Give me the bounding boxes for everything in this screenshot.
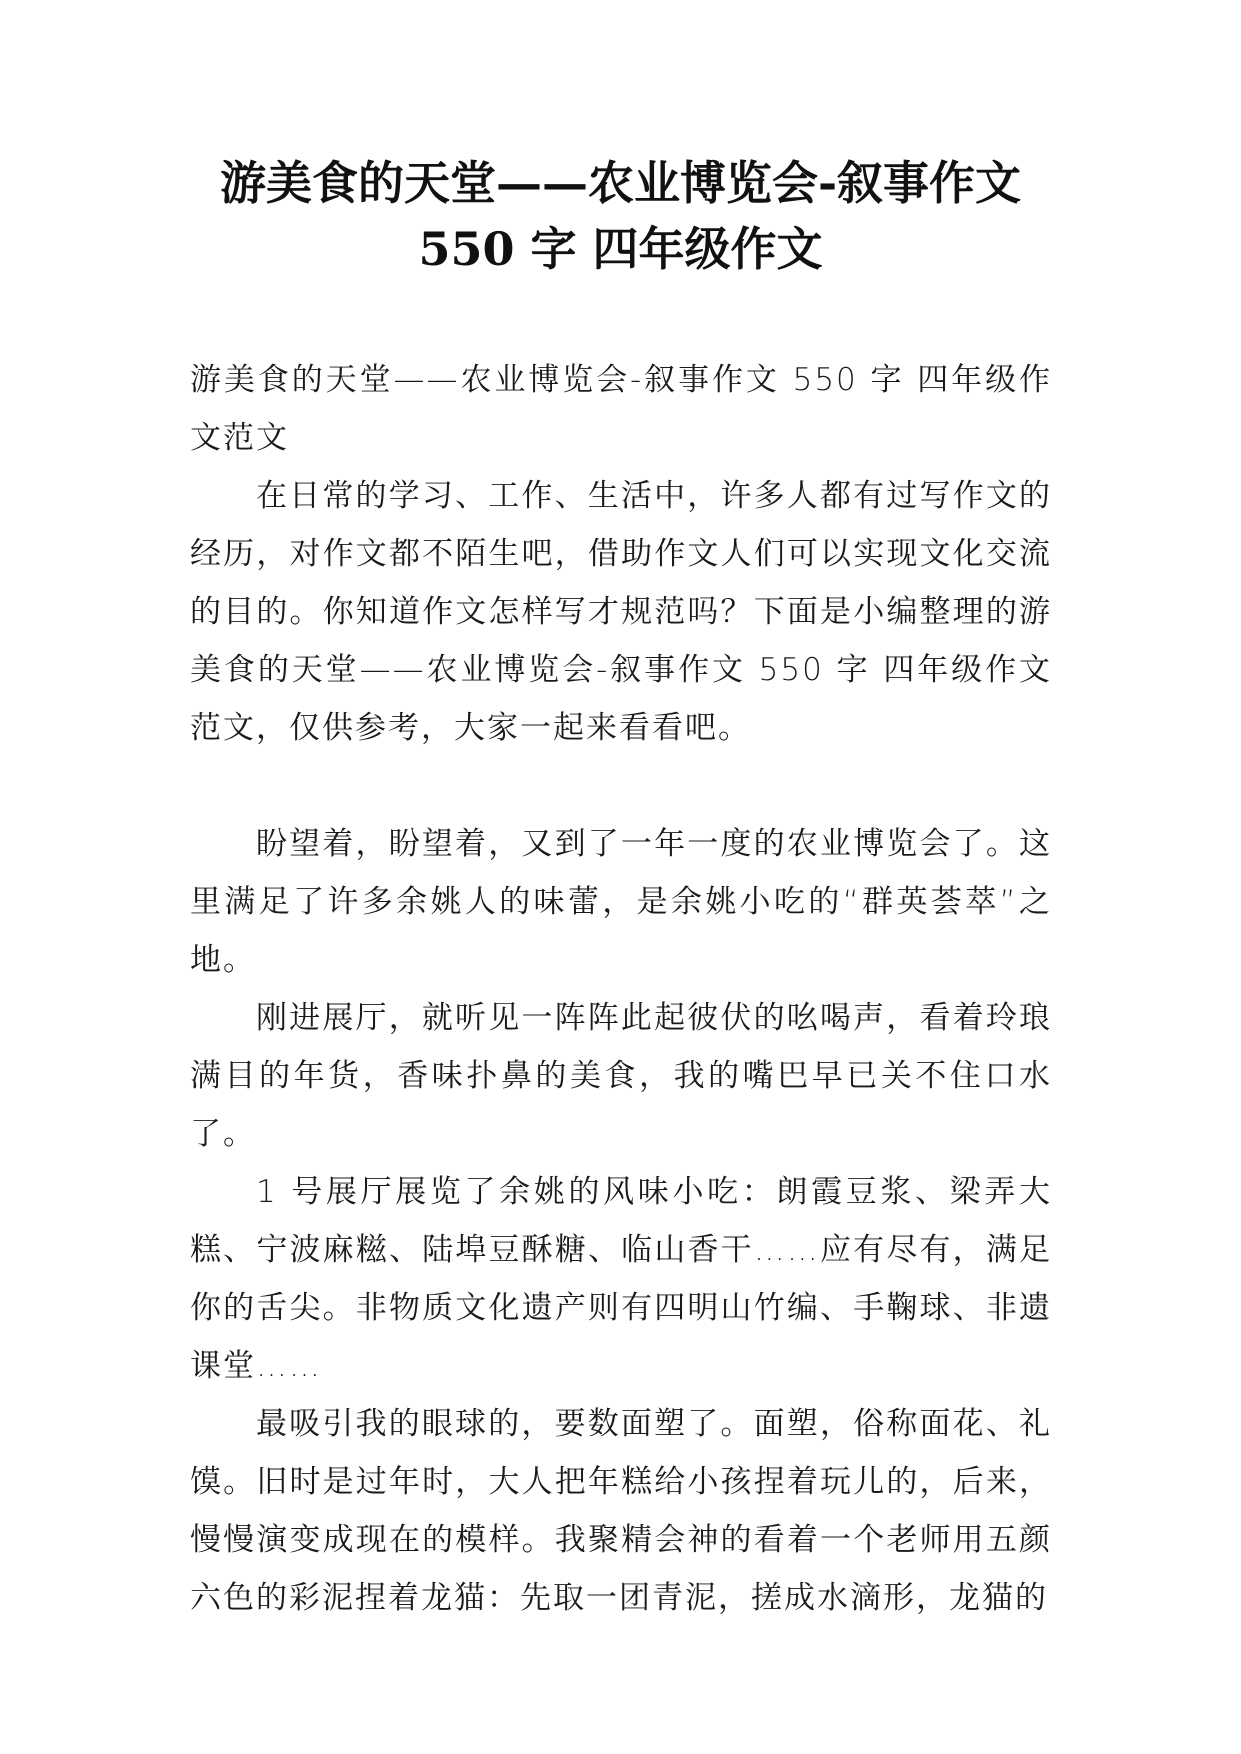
subtitle-paragraph: 游美食的天堂——农业博览会-叙事作文 550 字 四年级作文范文 [190, 362, 1052, 456]
body-paragraph: 1 号展厅展览了余姚的风味小吃：朗霞豆浆、梁弄大糕、宁波麻糍、陆埠豆酥糖、临山香干……应有尽有，满足你的舌尖。非物质文化遗产则有四明山竹编、手鞠球、非遗课堂…… [190, 1174, 1052, 1384]
title-line-1: 游美食的天堂——农业博览会-叙事作文 [219, 156, 1022, 210]
body-paragraph: 最吸引我的眼球的，要数面塑了。面塑，俗称面花、礼馍。旧时是过年时，大人把年糕给小孩捏着玩儿的，后来，慢慢演变成现在的模样。我聚精会神的看着一个老师用五颜六色的彩泥捏着龙猫：先取一团青泥，搓成水滴形，龙猫的 [190, 1406, 1052, 1616]
body-paragraph: 盼望着，盼望着，又到了一年一度的农业博览会了。这里满足了许多余姚人的味蕾，是余姚小吃的“群英荟萃”之地。 [190, 826, 1052, 978]
document-body [190, 351, 1052, 1627]
intro-paragraph: 在日常的学习、工作、生活中，许多人都有过写作文的经历，对作文都不陌生吧，借助作文人们可以实现文化交流的目的。你知道作文怎样写才规范吗？下面是小编整理的游美食的天堂——农业博览会-叙事作文 550 字 四年级作文范文，仅供参考，大家一起来看看吧。 [190, 478, 1052, 746]
document-title [120, 150, 1121, 282]
body-paragraph: 刚进展厅，就听见一阵阵此起彼伏的吆喝声，看着玲琅满目的年货，香味扑鼻的美食，我的嘴巴早已关不住口水了。 [190, 1000, 1052, 1152]
title-line-2: 550 字 四年级作文 [418, 222, 823, 276]
